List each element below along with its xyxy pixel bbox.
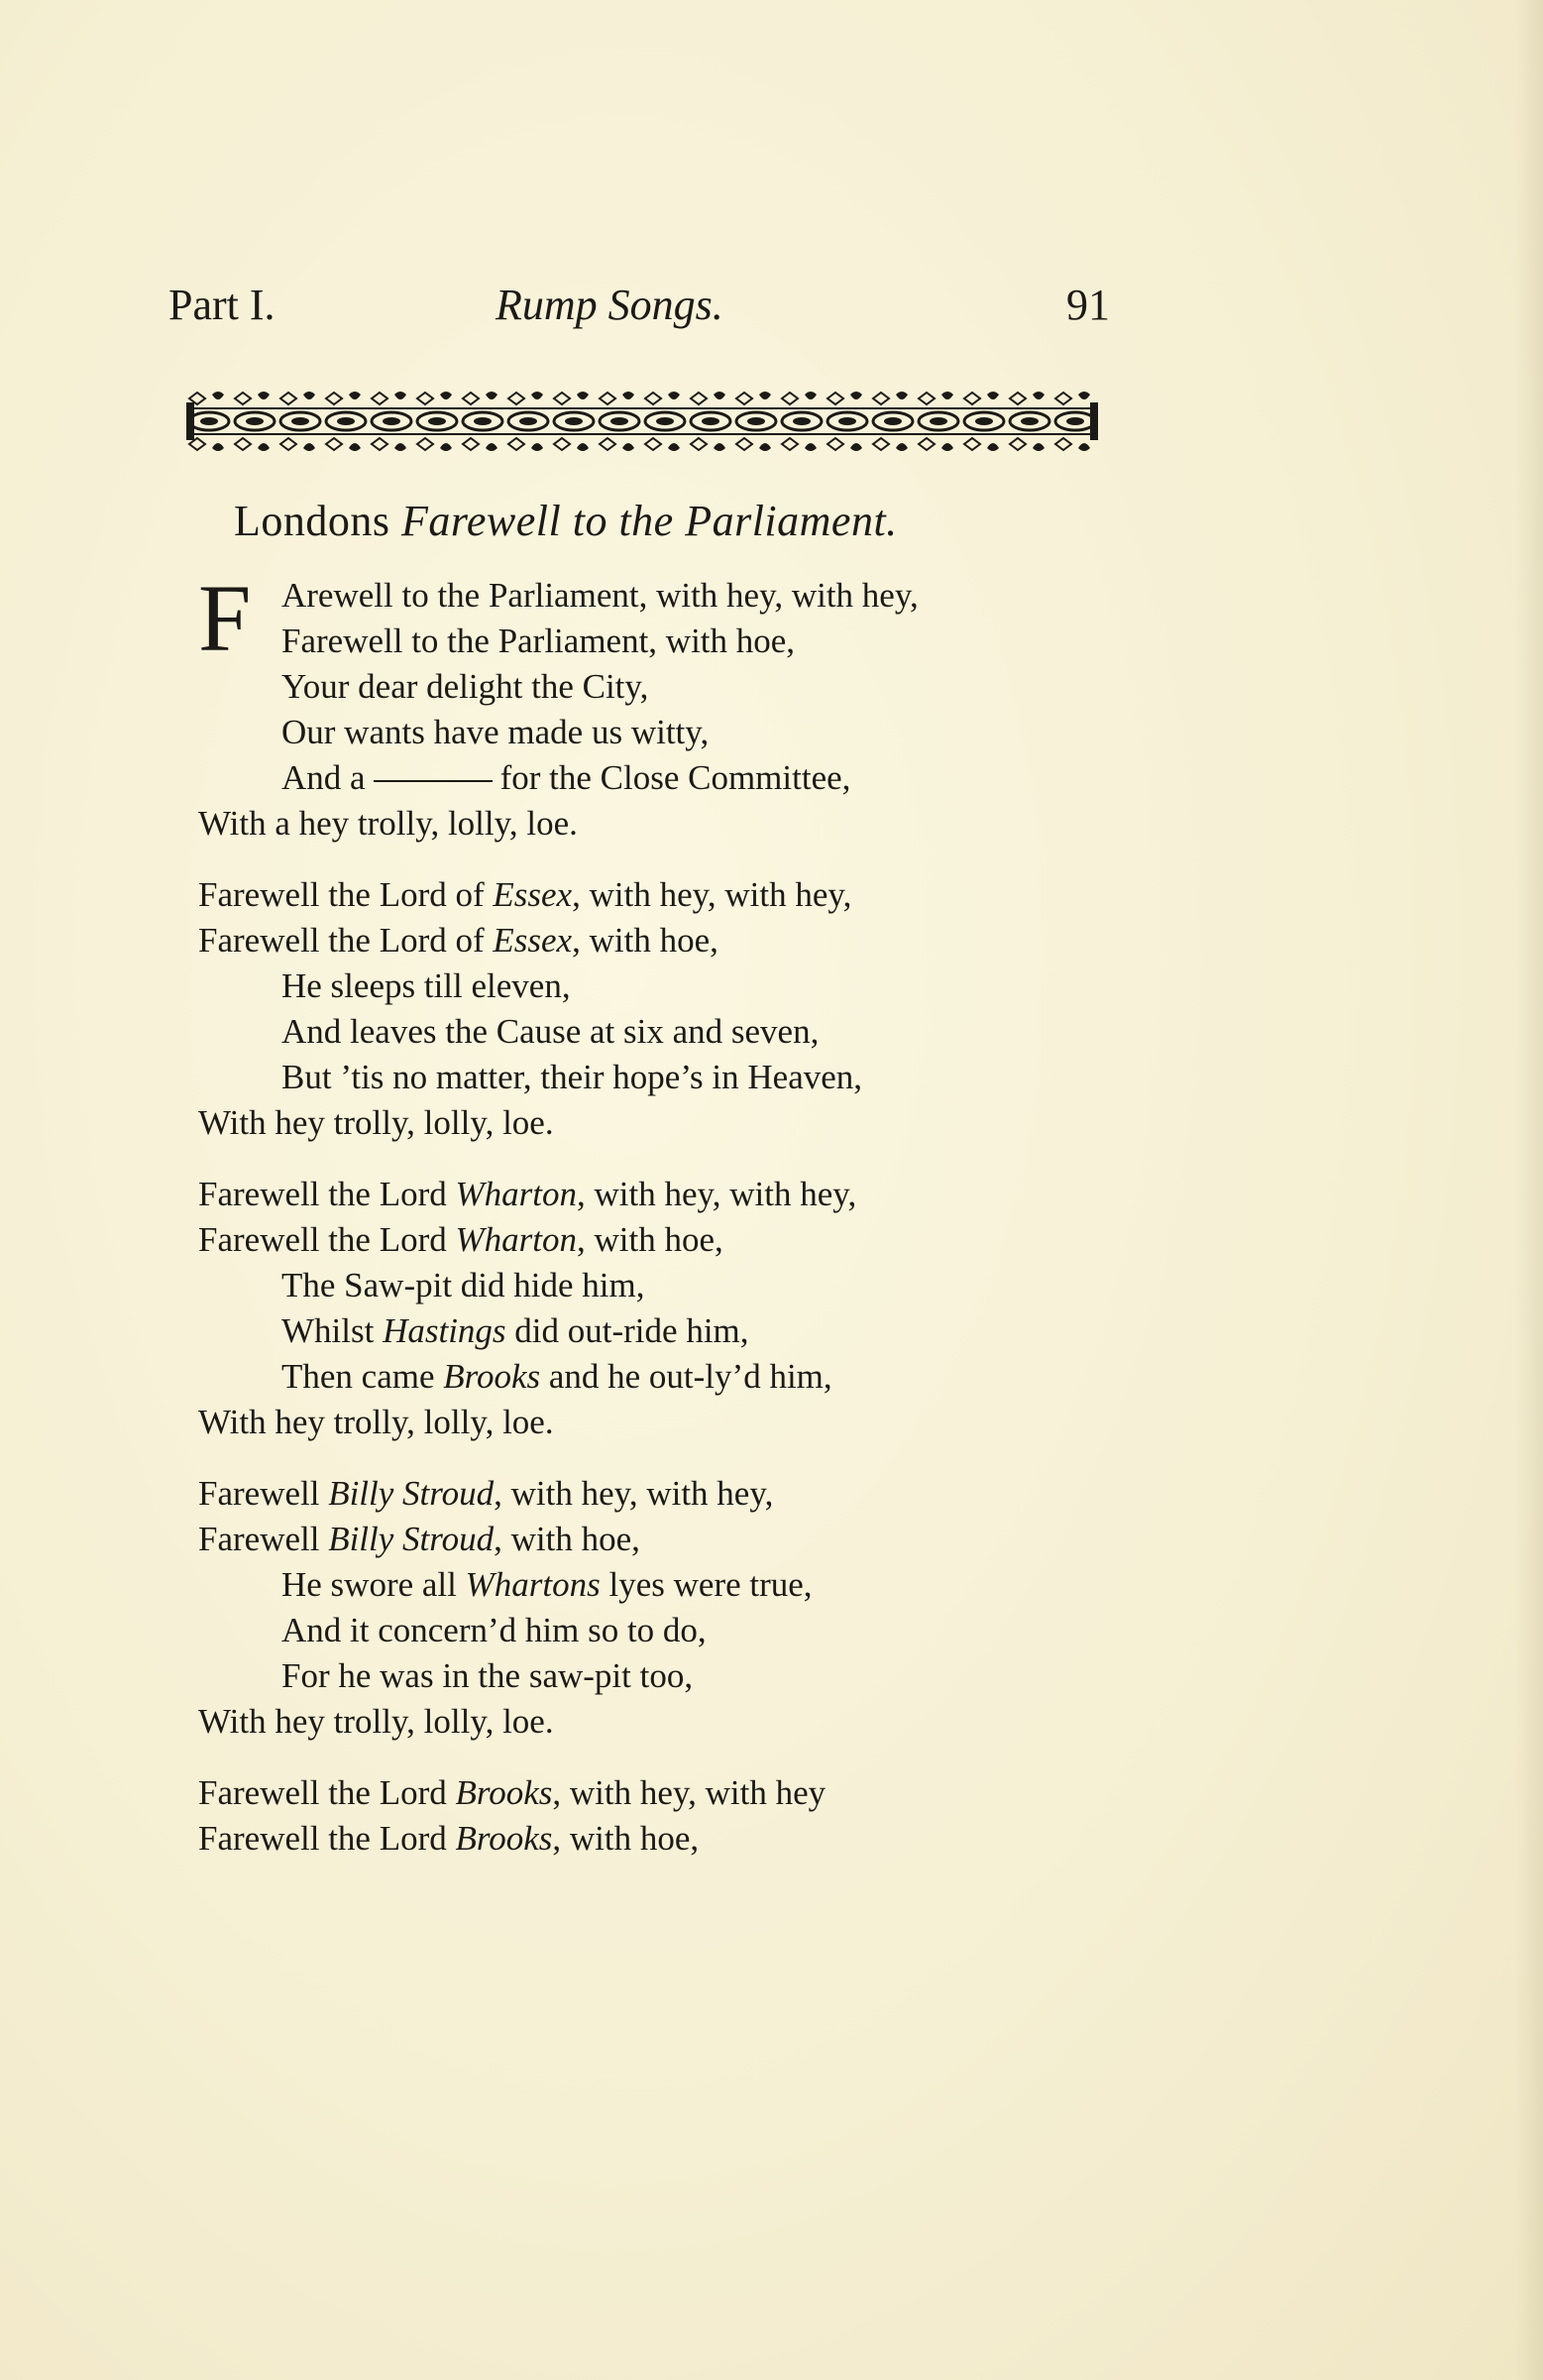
poem-line: With hey trolly, lolly, loe.: [198, 1403, 554, 1441]
ornamental-border: [186, 389, 1098, 454]
drop-cap: F: [198, 565, 252, 671]
page-number: 91: [1066, 281, 1110, 329]
poem-line: With hey trolly, lolly, loe.: [198, 1103, 554, 1142]
running-title: Rump Songs.: [496, 281, 723, 329]
poem-line: Farewell Billy Stroud, with hoe,: [198, 1520, 640, 1558]
poem-line: Our wants have made us witty,: [281, 713, 710, 751]
title-prefix: Londons: [234, 497, 390, 545]
poem-line: F Arewell to the Parliament, with hey, with hey,: [198, 565, 919, 671]
poem-line: Farewell the Lord Brooks, with hoe,: [198, 1819, 700, 1858]
poem-line: Your dear delight the City,: [281, 667, 649, 706]
stanza-5: [198, 1770, 1189, 1862]
stanza-4: [198, 1471, 1189, 1745]
poem-line: Farewell Billy Stroud, with hey, with hey,: [198, 1474, 774, 1513]
poem-line: But ’tis no matter, their hope’s in Heaven,: [281, 1058, 863, 1096]
poem-line: Farewell the Lord Wharton, with hey, with hey,: [198, 1175, 857, 1213]
running-header: [168, 280, 1110, 339]
poem-line: Farewell the Lord of Essex, with hoe,: [198, 921, 718, 960]
poem-line: Farewell the Lord Wharton, with hoe,: [198, 1220, 723, 1259]
poem-body: [198, 565, 1189, 1887]
poem-title: [234, 496, 898, 546]
poem-line: Farewell the Lord Brooks, with hey, with hey: [198, 1773, 827, 1812]
poem-line: The Saw-pit did hide him,: [281, 1266, 645, 1304]
stanza-2: [198, 872, 1189, 1146]
title-italic: Farewell to the Parliament.: [401, 497, 898, 545]
poem-line: Whilst Hastings did out-ride him,: [281, 1311, 749, 1350]
poem-line: And it concern’d him so to do,: [281, 1611, 707, 1649]
stanza-1: [198, 565, 1189, 847]
stanza-3: [198, 1172, 1189, 1445]
poem-line: Then came Brooks and he out-ly’d him,: [281, 1357, 832, 1396]
part-label: Part I.: [168, 281, 276, 329]
poem-line: Farewell the Lord of Essex, with hey, with hey,: [198, 875, 852, 914]
poem-line: And leaves the Cause at six and seven,: [281, 1012, 820, 1051]
poem-line: And a for the Close Committee,: [281, 758, 851, 797]
censored-dash: [374, 780, 493, 782]
poem-line: He sleeps till eleven,: [281, 966, 571, 1005]
poem-line: For he was in the saw-pit too,: [281, 1656, 694, 1695]
poem-line: Farewell to the Parliament, with hoe,: [281, 622, 796, 660]
poem-line: He swore all Whartons lyes were true,: [281, 1565, 813, 1604]
page-edge-shadow: [1515, 0, 1543, 2380]
poem-line: With hey trolly, lolly, loe.: [198, 1702, 554, 1741]
poem-line: With a hey trolly, lolly, loe.: [198, 804, 578, 843]
